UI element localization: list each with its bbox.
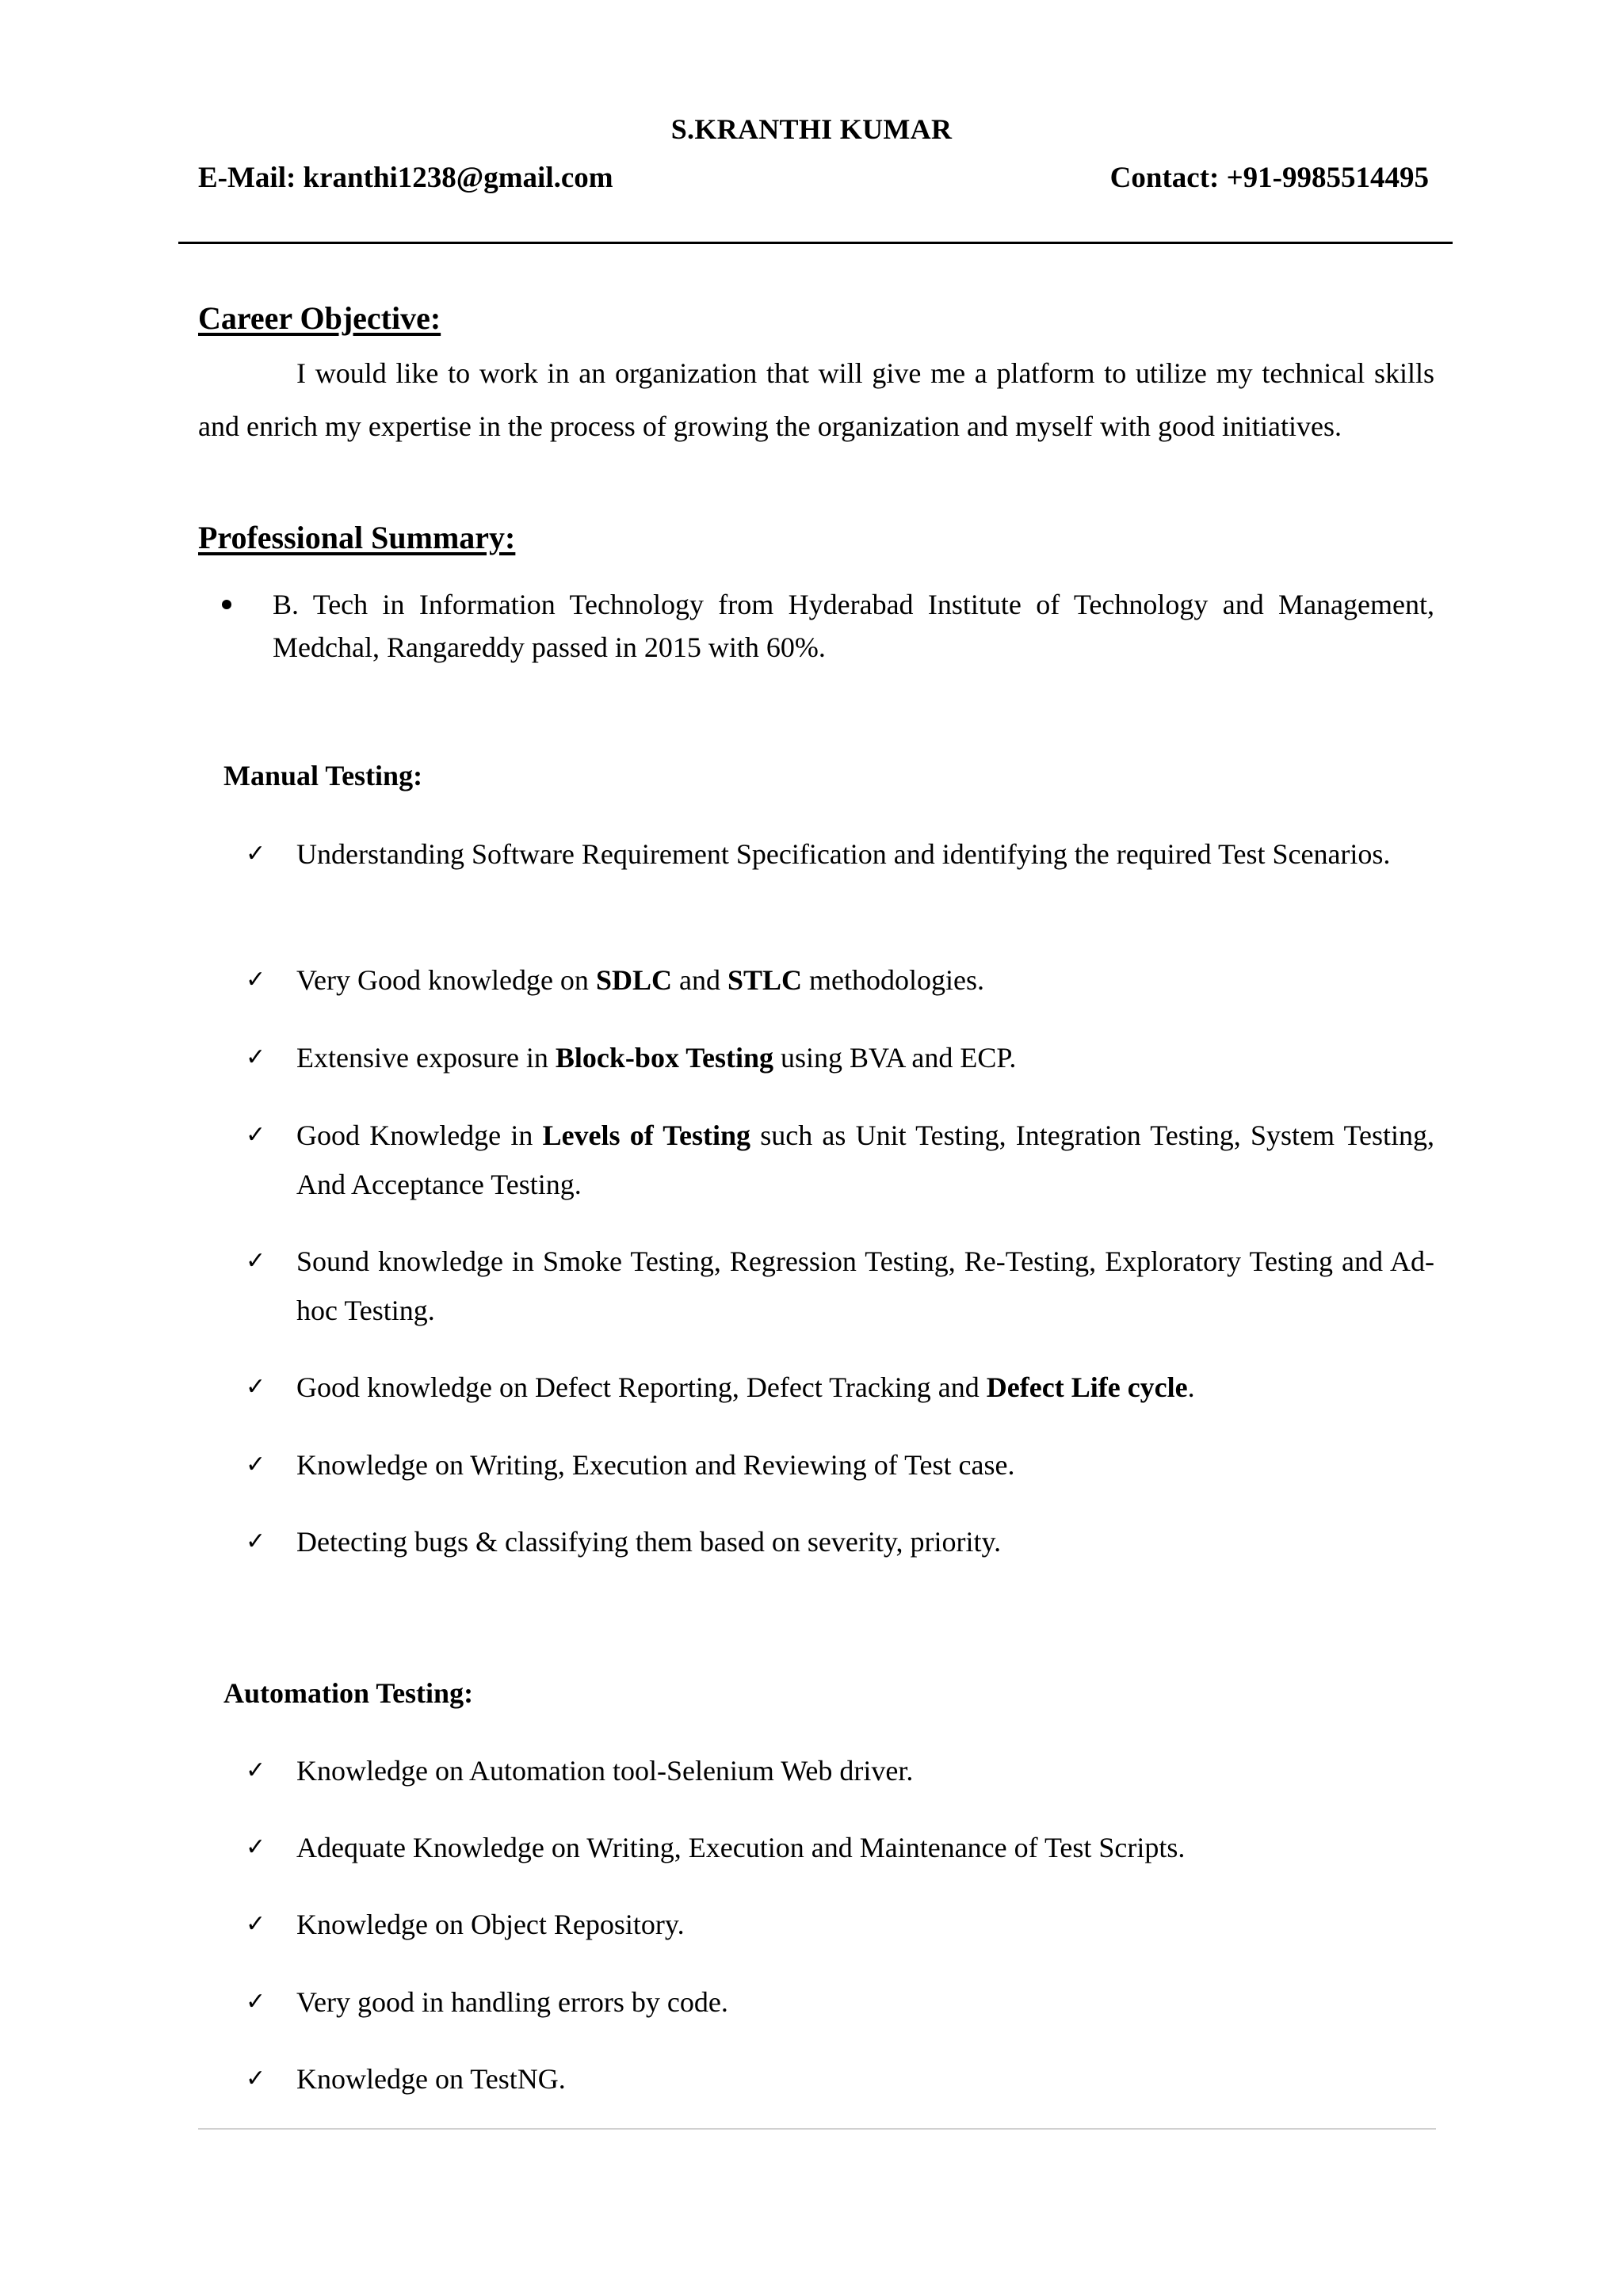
career-objective-text: I would like to work in an organization that will give me a platform to utilize my technical skills and enrich my expertise in the process of growing the organization and myself with good initiatives.	[198, 357, 1434, 442]
manual-item-4-pre: Good Knowledge in	[296, 1119, 543, 1151]
bullet-dot-icon	[222, 600, 231, 609]
manual-item-6-bold: Defect Life cycle	[986, 1371, 1188, 1403]
check-icon: ✓	[246, 1451, 266, 1478]
contact-line: Contact: +91-9985514495	[1109, 162, 1429, 194]
header-divider	[178, 242, 1453, 244]
check-icon: ✓	[246, 1247, 266, 1275]
automation-item-2-text: Adequate Knowledge on Writing, Execution and Maintenance of Test Scripts.	[296, 1832, 1186, 1863]
check-icon: ✓	[246, 1527, 266, 1555]
check-icon: ✓	[246, 2065, 266, 2092]
manual-item-2-pre: Very Good knowledge on	[296, 964, 596, 996]
automation-item-5-text: Knowledge on TestNG.	[296, 2063, 566, 2095]
manual-item-4-mid: such as Unit Testing, Integration Testing, System Testing, And Acceptance Testing.	[296, 1119, 1434, 1200]
check-icon: ✓	[246, 1910, 266, 1938]
check-icon: ✓	[246, 1373, 266, 1401]
check-icon: ✓	[246, 1043, 266, 1071]
automation-item-3-text: Knowledge on Object Repository.	[296, 1909, 685, 1940]
email-line: E-Mail: kranthi1238@gmail.com	[198, 162, 613, 194]
professional-summary-heading: Professional Summary:	[198, 520, 516, 555]
manual-item-3-mid: using BVA and ECP.	[773, 1042, 1017, 1074]
page-bottom-divider	[198, 2128, 1436, 2130]
check-icon: ✓	[246, 1121, 266, 1149]
summary-bullet-item	[222, 583, 1434, 670]
automation-item-4-text: Very good in handling errors by code.	[296, 1986, 728, 2018]
manual-item-1-text: Understanding Software Requirement Specification and identifying the required Test Scenarios.	[296, 838, 1391, 870]
automation-testing-heading: Automation Testing:	[223, 1677, 474, 1709]
manual-item-6-pre: Good knowledge on Defect Reporting, Defect Tracking and	[296, 1371, 987, 1403]
check-icon: ✓	[246, 1833, 266, 1861]
check-icon: ✓	[246, 966, 266, 994]
manual-item-5-text: Sound knowledge in Smoke Testing, Regression Testing, Re-Testing, Exploratory Testing and Ad-hoc Testing.	[296, 1245, 1434, 1326]
manual-item-2-bold-sdlc: SDLC	[595, 964, 672, 996]
manual-item-8-text: Detecting bugs & classifying them based on severity, priority.	[296, 1526, 1002, 1558]
manual-item-7-text: Knowledge on Writing, Execution and Reviewing of Test case.	[296, 1449, 1015, 1481]
automation-item-1-text: Knowledge on Automation tool-Selenium Web driver.	[296, 1755, 914, 1787]
manual-item-2-mid: and	[671, 964, 727, 996]
manual-item-4-bold: Levels of Testing	[542, 1119, 750, 1151]
check-icon: ✓	[246, 1988, 266, 2016]
check-icon: ✓	[246, 1756, 266, 1784]
manual-item-2-bold-stlc: STLC	[727, 964, 802, 996]
manual-item-3-pre: Extensive exposure in	[296, 1042, 556, 1074]
manual-item-3-bold: Block-box Testing	[555, 1042, 774, 1074]
manual-testing-heading: Manual Testing:	[223, 760, 423, 791]
manual-item-2-post: methodologies.	[802, 964, 984, 996]
summary-bullet-text: B. Tech in Information Technology from Hyderabad Institute of Technology and Management, Medchal, Rangareddy passed in 2015 with 60%.	[273, 589, 1434, 663]
manual-item-6-mid: .	[1187, 1371, 1195, 1403]
career-objective-heading: Career Objective:	[198, 300, 441, 336]
check-icon: ✓	[246, 840, 266, 868]
resume-name: S.KRANTHI KUMAR	[670, 113, 953, 145]
